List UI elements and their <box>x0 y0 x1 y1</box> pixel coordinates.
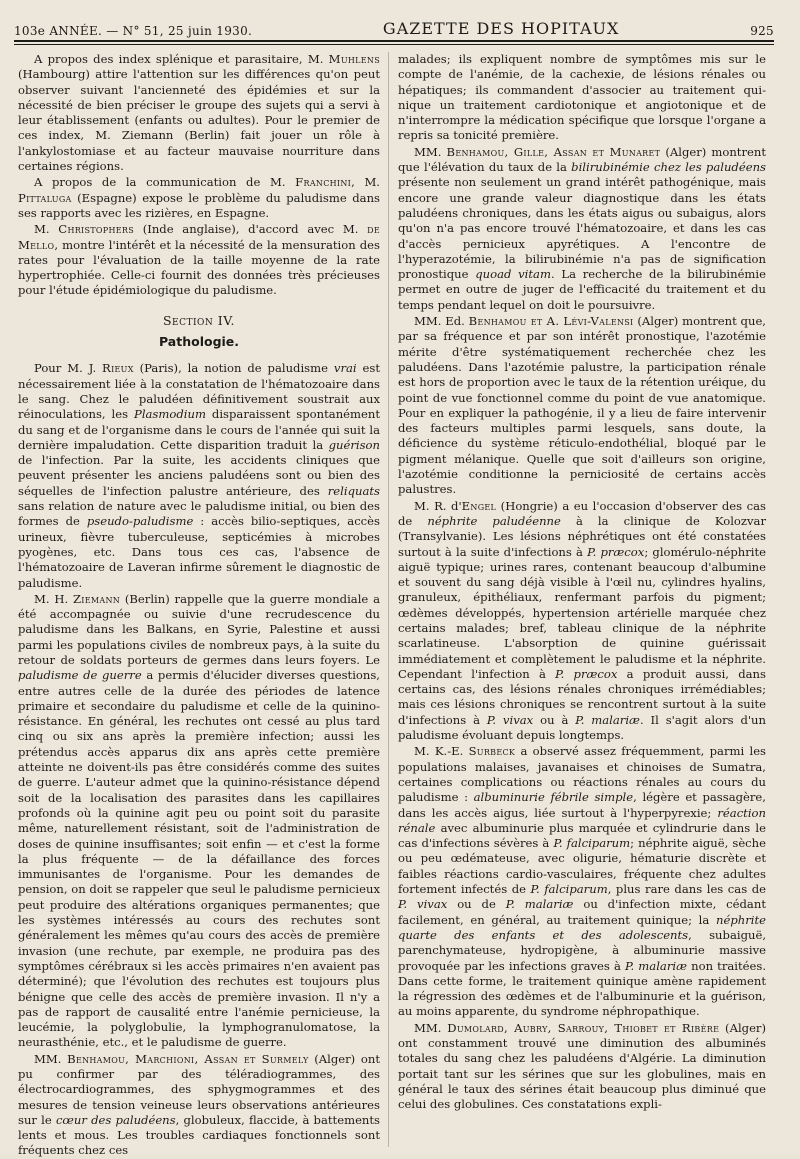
header-rule <box>14 40 774 45</box>
section-subtitle: Pathologie. <box>158 334 240 350</box>
right-column <box>398 52 766 1112</box>
running-header <box>14 8 774 38</box>
paragraph-continuation: malades; ils expliquent nombre de symptômes mis sur le compte de l'anémie, de la cachexie, de lésions rénales ou hépatiques; ils commandent d'associer au traitement qui-nique un traitement cardiotonique et angiotonique et de n'interrompre la médication spécifique que lorsque l'organe a repris sa tonicité première. <box>398 52 766 143</box>
paragraph-pittaluga: A propos de la communication de M. Franchini, M. Pittaluga (Espagne) expose le problème du paludisme dans ses rapports avec les rizières, en Espagne. <box>18 175 380 220</box>
paragraph-rieux: Pour M. J. Rieux (Paris), la notion de paludisme vrai est nécessairement liée à la constatation de l'hématozoaire dans le sang. Chez le paludéen définitivement soustrait aux réinoculations, les Plasmodium disparaissent spontanément du sang et de l'organisme dans le cours de l'année qui suit la dernière impaludation. Cette disparition traduit la guérison de l'infection. Par la suite, les accidents cliniques que peuvent présenter les anciens paludéens sont ou bien des séquelles de l'infection palustre antérieure, des reliquats sans relation de nature avec le paludisme initial, ou bien des formes de pseudo-paludisme : accès bilio-septiques, accès urineux, fièvre tuberculeuse, septicémies à microbes pyogènes, etc. Dans tous ces cas, l'absence de l'hématozoaire de Laveran infirme sûrement le diagnostic de paludisme. <box>18 361 381 590</box>
paragraph-engel: M. R. d'Engel (Hongrie) a eu l'occasion d'observer des cas de néphrite paludéenne à la clinique de Kolozvar (Transylvanie). Les lésions néphrétiques ont été constatées surtout à la suite d'infections à P. præcox; glomérulo-néphrite aiguë typique; urines rares, contenant beaucoup d'albumine et souvent du sang déjà visible à l'œil nu, cylindres hyalins, granuleux, épithéliaux, renfermant parfois du pigment; œdèmes développés, hypertension artérielle marquée chez certains malades; bref, tableau clinique de la néphrite scarlatineuse. L'absorption de quinine guérissait immédiatement et complètement le paludisme et la néphrite. Cependant l'infection à P. præcox a produit aussi, dans certains cas, des lésions rénales chroniques irrémédiables; mais ces lésions chroniques se rencontrent surtout à la suite d'infections à P. vivax ou à P. malariæ. Il s'agit alors d'un paludisme évoluant depuis longtemps. <box>398 498 766 743</box>
column-divider <box>388 52 389 1147</box>
paragraph-christophers: M. Christophers (Inde anglaise), d'accord avec M. de Mello, montre l'intérêt et la nécessité de la mensuration des rates pour l'évaluation de la taille moyenne de la rate hypertrophiée. Celle-ci fournit des données très précieuses pour l'étude épidémiologique du paludisme. <box>18 222 380 298</box>
paragraph-dumolard: MM. Dumolard, Aubry, Sarrouy, Thiobet et Ribère (Alger) ont constamment trouvé une diminution des albuminés totales du sang chez les paludéens d'Algérie. La diminution portait tant sur les sérines que sur les globulines, mais en général le taux des sérines était beaucoup plus diminué que celui des globulines. Ces constatations expli- <box>398 1020 766 1112</box>
paragraph-surbeck: M. K.-E. Surbeck a observé assez fréquemment, parmi les populations malaises, javanaises et chinoises de Sumatra, certaines complications ou réactions rénales au cours du paludisme : albuminurie fébrile simple, légère et passagère, dans les accès aigus, liée surtout à l'hyperpyrexie; réaction rénale avec albuminurie plus marquée et cylindrurie dans le cas d'infections sévères à P. falciparum; néphrite aiguë, sèche ou peu œdémateuse, avec oligurie, hématurie discrète et faibles réactions cardio-vasculaires, fréquente chez adultes fortement infectés de P. falciparum, plus rare dans les cas de P. vivax ou de P. malariæ ou d'infection mixte, cédant facilement, en général, au traitement quinique; la néphrite quarte des enfants et des adolescents, subaiguë, parenchymateuse, hydropigène, à albuminurie massive provoquée par les infections graves à P. malariæ non traitées. Dans cette forme, le traitement quinique amène rapidement la régression des œdèmes et de l'albuminurie et la guérison, au moins apparente, du syndrome néphropathique. <box>398 744 767 1019</box>
section-title: Section IV. <box>162 312 236 328</box>
paragraph-benhamou-coeur: MM. Benhamou, Marchioni, Assan et Surmely (Alger) ont pu confirmer par des téléradiogrammes, des électrocardiogrammes, des sphygmogrammes et des mesures de tension veineuse leurs observations antérieures sur le cœur des paludéens, globuleux, flaccide, à battements lents et mous. Les troubles cardiaques fonctionnels sont fréquents chez ces <box>18 1051 381 1158</box>
left-column <box>18 52 380 1159</box>
page-number: 925 <box>750 24 774 38</box>
paragraph-bilirubinemie: MM. Benhamou, Gille, Assan et Munaret (Alger) montrent que l'élévation du taux de la bilirubinémie chez les paludéens présente non seulement un grand intérêt pathogénique, mais encore une grande valeur diagnostique dans les états paludéens chroniques, dans les états aigus ou subaigus, alors qu'on n'a pas encore trouvé l'hématozoaire, et dans les cas d'accès pernicieux apyrétiques. A l'encontre de l'hyperazotémie, la bilirubinémie n'a pas de signification pronostique quoad vitam. La recherche de la bilirubinémie permet en outre de juger de l'efficacité du traitement et du temps pendant lequel on doit le poursuivre. <box>398 144 766 312</box>
paragraph-ziemann: M. H. Ziemann (Berlin) rappelle que la guerre mondiale a été accompagnée ou suivie d'une recrudescence du paludisme dans les Balkans, en Syrie, Palestine et aussi parmi les populations civiles de nombreux pays, à la suite du retour de soldats porteurs de germes dans leurs foyers. Le paludisme de guerre a permis d'élucider diverses questions, entre autres celle de la durée des périodes de latence primaire et secondaire du paludisme et celle de la quinino-résistance. En général, les rechutes ont cessé au plus tard cinq ou six ans après la première infection; aussi les prétendus accès apparus dix ans après cette première atteinte ne doivent-ils pas être considérés comme des suites de guerre. L'auteur admet que la quinino-résistance dépend soit de la localisation des parasites dans les capillaires profonds où la quinine agit peu ou point soit du parasite même, naturellement résistant, soit de l'administration de doses de quinine insuffisantes; soit enfin — et c'est la forme la plus fréquente — de la défaillance des forces immunisantes de l'organisme. Pour les demandes de pension, on doit se rappeler que seul le paludisme pernicieux peut produire des altérations organiques permanentes; que les systèmes intéressés au cours des rechutes sont généralement les mêmes qu'au cours des accès de première invasion (une rechute, par exemple, ne produira pas des symptômes cérébraux si les accès primaires n'en avaient pas déterminé); que l'évolution des rechutes est toujours plus bénigne que celle des accès de première invasion. Il n'y a pas de rapport de causalité entre l'anémie pernicieuse, la leucémie, la polyglobulie, la lymphogranulomatose, la neurasthénie, etc., et le paludisme de guerre. <box>18 591 380 1050</box>
paragraph-azotemie: MM. Ed. Benhamou et A. Lévi-Valensi (Alger) montrent que, par sa fréquence et par son intérêt pronostique, l'azotémie mérite d'être systématiquement recherchée chez les paludéens. Dans l'azotémie palustre, la participation rénale est hors de proportion avec le taux de la rétention uréique, du point de vue fonctionnel comme du point de vue anatomique. Pour en expliquer la pathogénie, il y a lieu de faire intervenir des facteurs multiples parmi lesquels, sans doute, la déficience du système réticulo-endothélial, bloqué par le pigment mélanique. Quelle que soit d'ailleurs son origine, l'azotémie conditionne la perniciosité de certains accès palustres. <box>398 314 766 497</box>
paragraph-muhlens: A propos des index splénique et parasitaire, M. Muhlens (Hambourg) attire l'attention sur les différences qu'on peut observer suivant l'ancienneté des épidémies et sur la nécessité de bien préciser le groupe des sujets qui a servi à leur établissement (enfants ou adultes). Pour le premier de ces index, M. Ziemann (Berlin) fait jouer un rôle à l'ankylostomiase et au facteur mauvaise nourriture dans certaines régions. <box>18 52 380 174</box>
publication-title: GAZETTE DES HOPITAUX <box>382 19 620 38</box>
issue-info: 103e ANNÉE. — N° 51, 25 juin 1930. <box>14 24 253 38</box>
